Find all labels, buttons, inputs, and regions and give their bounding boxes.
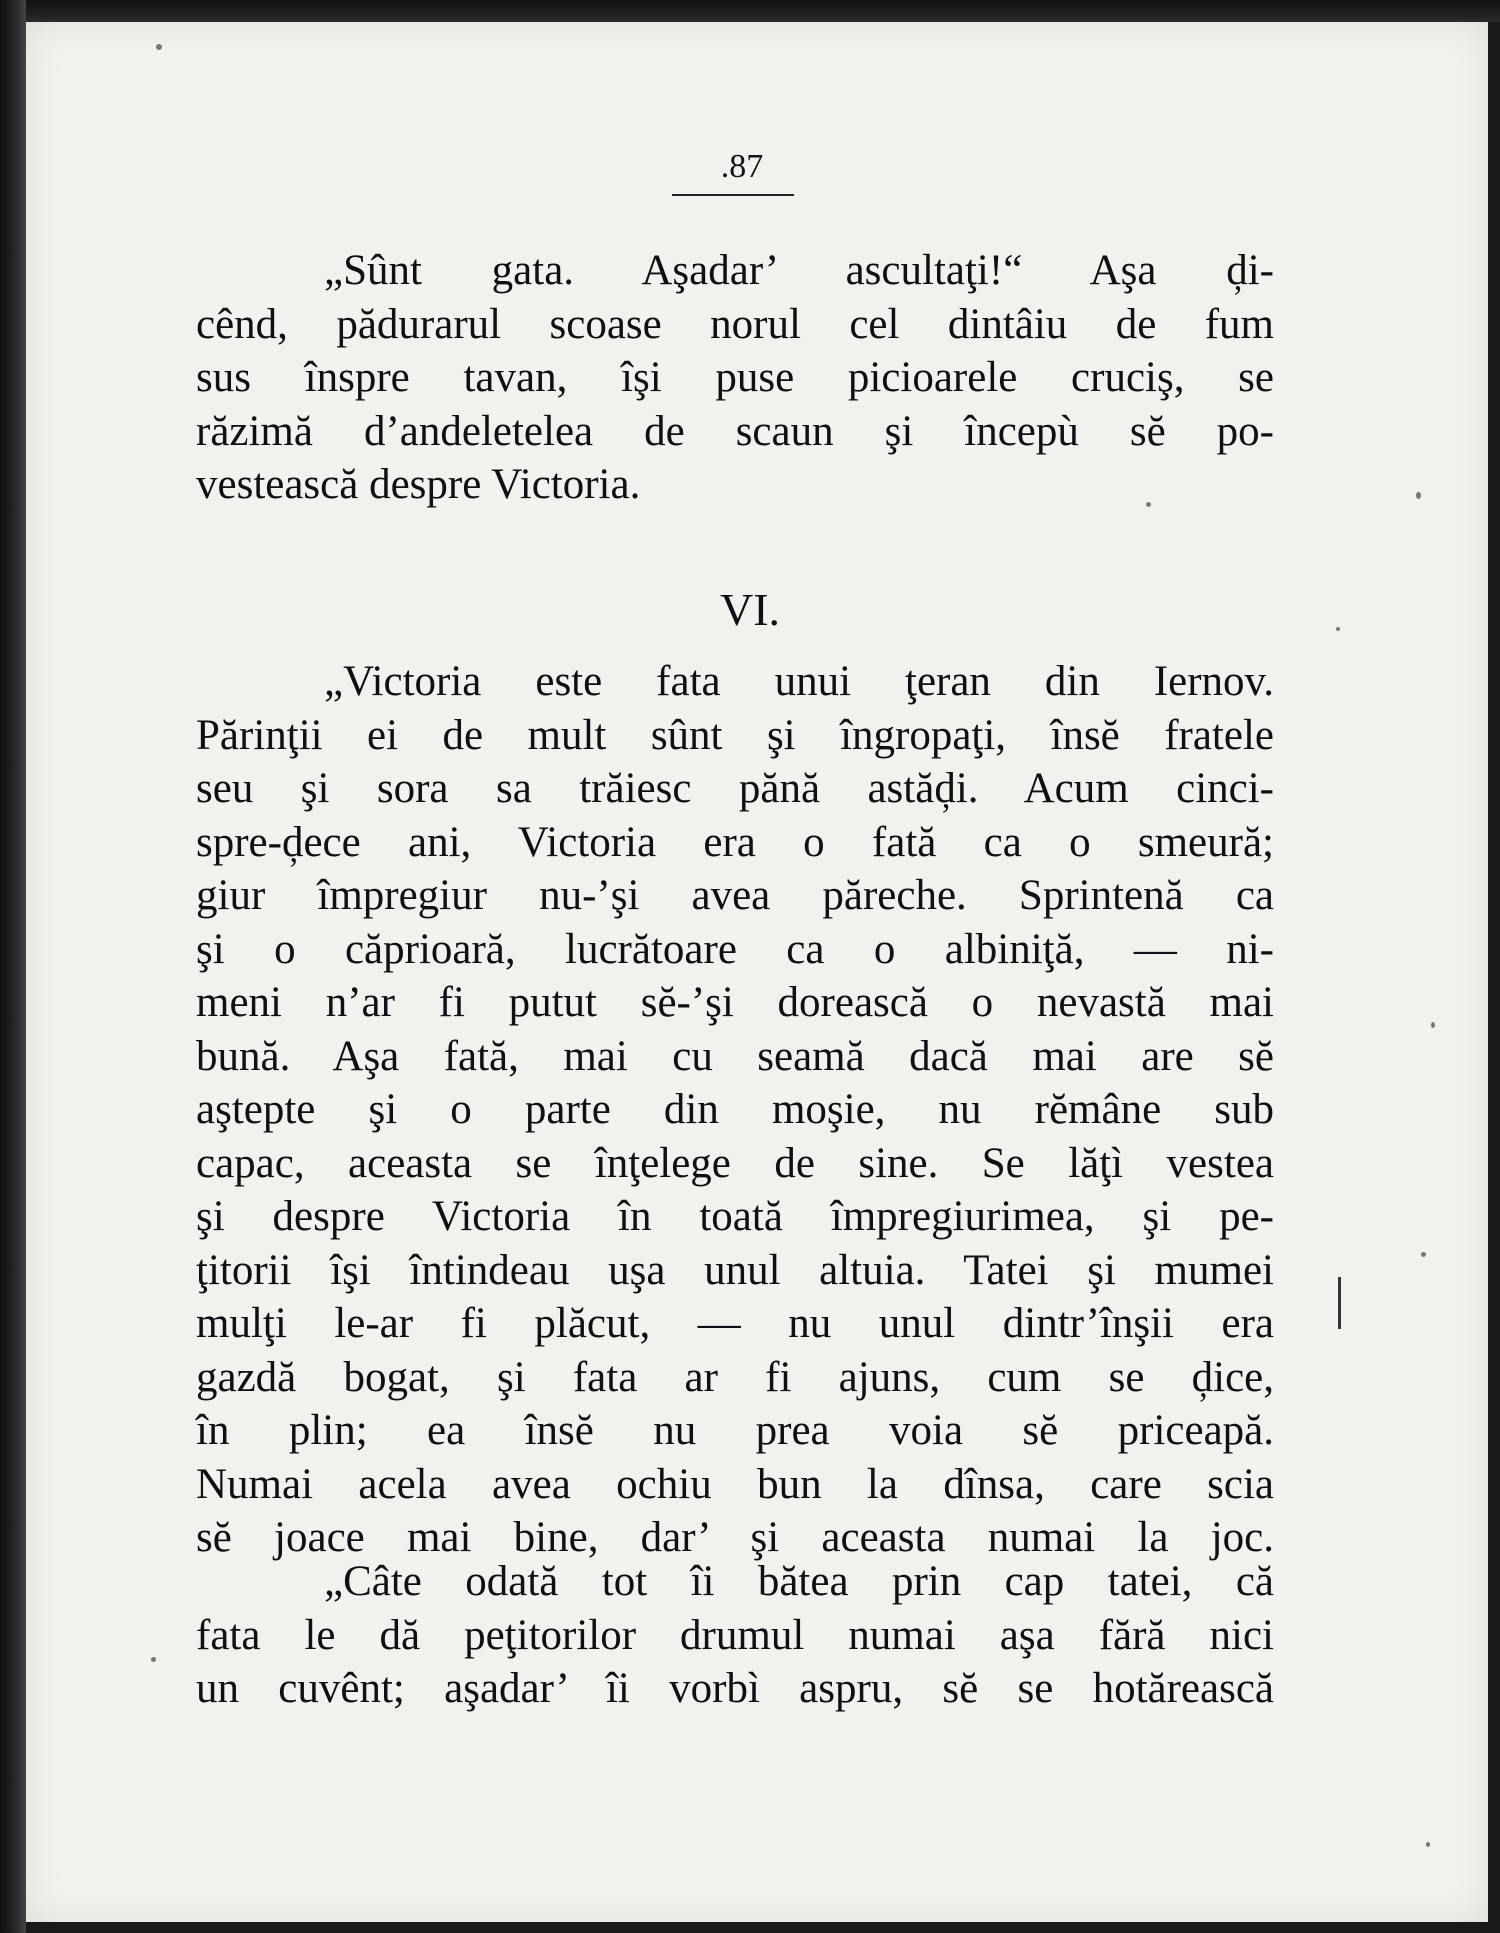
text-line: Părinţii ei de mult sûnt şi îngropaţi, însĕ fratele — [196, 711, 1274, 759]
text-line: meni n’ar fi putut sĕ-’şi dorească o nevastă mai — [196, 979, 1274, 1026]
book-spine-edge — [0, 0, 26, 1933]
scan-top-edge — [0, 0, 1500, 22]
scan-speck — [1431, 1022, 1435, 1028]
scan-speck — [156, 44, 162, 50]
stray-pen-mark — [1338, 1277, 1341, 1329]
scan-speck — [1336, 627, 1340, 631]
text-line: răzimă d’andeletelea de scaun şi începù sĕ po- — [196, 407, 1274, 455]
text-line: fata le dă peţitorilor drumul numai aşa fără nici — [196, 1611, 1274, 1659]
paragraph-3 — [196, 1555, 1274, 1716]
text-line: un cuvênt; aşadar’ îi vorbì aspru, sĕ se hotărească — [196, 1665, 1274, 1712]
text-line: ţitorii îşi întindeau uşa unul altuia. Tatei şi mumei — [196, 1246, 1274, 1294]
text-line: bună. Aşa fată, mai cu seamă dacă mai are sĕ — [196, 1032, 1274, 1080]
text-line: giur împregiur nu-’şi avea păreche. Sprintenă ca — [196, 872, 1274, 919]
text-line: capac, aceasta se înţelege de sine. Se lăţì vestea — [196, 1139, 1274, 1187]
paragraph-1 — [196, 244, 1274, 512]
text-line: aştepte şi o parte din moşie, nu rĕmâne sub — [196, 1086, 1274, 1133]
text-line: cênd, pădurarul scoase norul cel dintâiu de fum — [196, 300, 1274, 348]
text-line: şi o căprioară, lucrătoare ca o albiniţă, — ni- — [196, 925, 1274, 973]
text-line: seu şi sora sa trăiesc pănă astăḑi. Acum cinci- — [196, 765, 1274, 812]
text-line: în plin; ea însĕ nu prea voia sĕ priceapă. — [196, 1407, 1274, 1454]
scan-speck — [1421, 1252, 1426, 1257]
chapter-heading: VI. — [719, 584, 781, 635]
text-line: gazdă bogat, şi fata ar fi ajuns, cum se ḑice, — [196, 1353, 1274, 1401]
text-line: Numai acela avea ochiu bun la dînsa, care scia — [196, 1460, 1274, 1508]
text-line: spre-ḑece ani, Victoria era o fată ca o smeură; — [196, 818, 1274, 866]
text-line: „Câte odată tot îi bătea prin cap tatei, că — [324, 1558, 1274, 1605]
text-line: vestească despre Victoria. — [196, 461, 641, 508]
scan-speck — [151, 1657, 156, 1662]
page-number-rule — [672, 194, 794, 196]
page-number: .87 — [720, 148, 764, 185]
scan-speck — [1416, 492, 1421, 499]
text-line: mulţi le-ar fi plăcut, — nu unul dintr’înşii era — [196, 1300, 1274, 1347]
paragraph-2 — [196, 655, 1274, 1565]
text-line: sus înspre tavan, îşi puse picioarele cruciş, se — [196, 354, 1274, 401]
text-line: sĕ joace mai bine, dar’ şi aceasta numai la joc. — [196, 1514, 1274, 1561]
text-line: „Victoria este fata unui ţeran din Iernov. — [324, 658, 1274, 705]
text-line: şi despre Victoria în toată împregiurimea, şi pe- — [196, 1193, 1274, 1240]
scan-speck — [1426, 1842, 1430, 1847]
text-line: „Sûnt gata. Aşadar’ ascultaţi!“ Aşa ḑi- — [324, 247, 1274, 294]
